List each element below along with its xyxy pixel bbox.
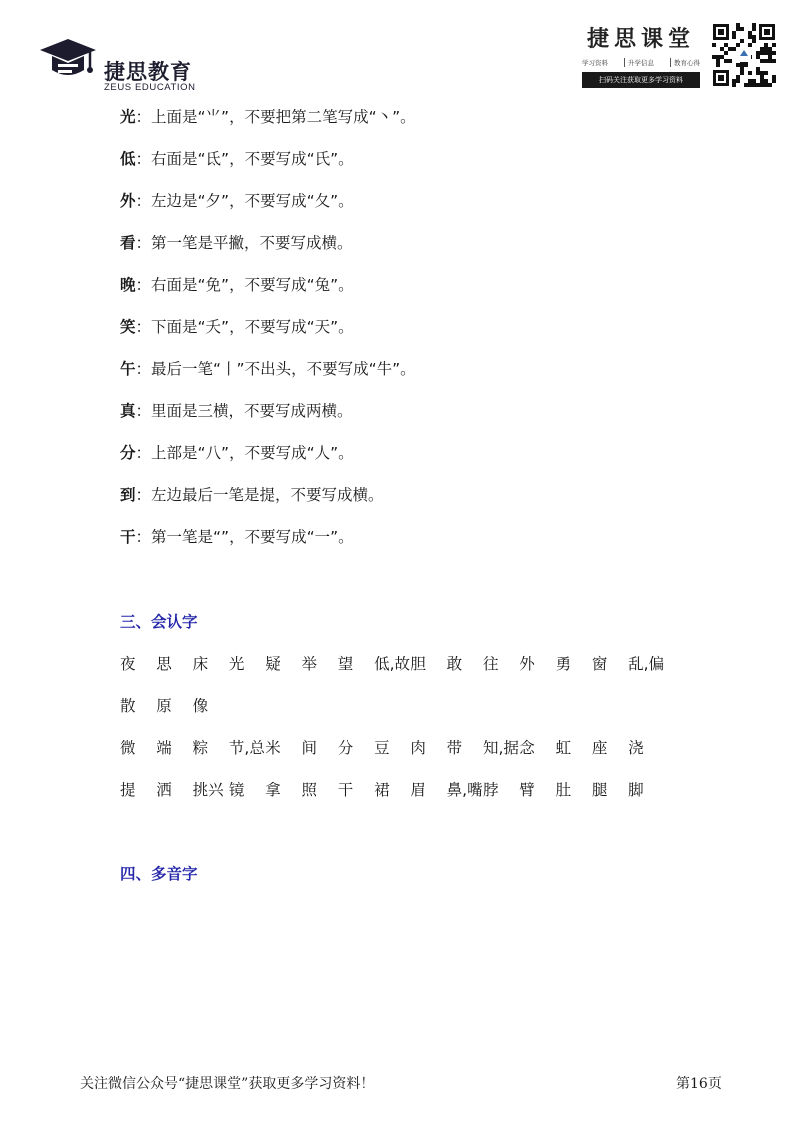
recognize-character: 提 xyxy=(120,781,136,799)
recognize-character: 乱,偏 xyxy=(628,655,665,673)
list-item xyxy=(120,432,740,474)
table-row xyxy=(120,642,720,684)
recognize-character: 敢 xyxy=(446,655,463,673)
recognize-character: 窗 xyxy=(591,655,608,673)
recognize-character: 分 xyxy=(337,739,354,757)
entry-character: 真 xyxy=(120,402,136,420)
recognize-character: 端 xyxy=(156,739,172,757)
stroke-rule-list xyxy=(120,96,740,558)
list-item xyxy=(120,516,740,558)
entry-rule: ：上面是“⺌”，不要把第二笔写成“丶”。 xyxy=(135,108,416,126)
table-row xyxy=(120,768,720,810)
recognize-character: 外 xyxy=(519,655,535,673)
recognize-character: 拿 xyxy=(265,781,281,799)
recognize-character: 低,故 xyxy=(374,655,411,673)
recognize-character: 座 xyxy=(591,739,608,757)
entry-rule: ：第一笔是“”，不要写成“一”。 xyxy=(135,528,354,546)
list-item xyxy=(120,306,740,348)
entry-character: 分 xyxy=(120,444,136,462)
recognize-character: 散 xyxy=(120,697,136,715)
recognize-character: 念 xyxy=(519,739,535,757)
list-item xyxy=(120,138,740,180)
recognize-character: 疑 xyxy=(265,655,281,673)
recognize-character: 虹 xyxy=(555,739,572,757)
list-item xyxy=(120,348,740,390)
page-number: 第16页 xyxy=(676,1076,722,1092)
recognize-character: 肉 xyxy=(410,739,426,757)
list-item xyxy=(120,264,740,306)
recognize-character: 洒 xyxy=(156,781,172,799)
list-item xyxy=(120,96,740,138)
recognize-character: 腿 xyxy=(591,781,608,799)
recognize-character: 肚 xyxy=(555,781,572,799)
recognize-character: 间 xyxy=(301,739,317,757)
recognize-character: 带 xyxy=(446,739,463,757)
entry-rule: ：上部是“八”，不要写成“人”。 xyxy=(135,444,354,462)
brand-tag: 升学信息 xyxy=(624,58,654,67)
recognize-character: 干 xyxy=(337,781,354,799)
recognize-character: 脚 xyxy=(628,781,644,799)
recognize-character-grid xyxy=(120,642,720,810)
entry-rule: ：最后一笔“丨”不出头，不要写成“牛”。 xyxy=(135,360,416,378)
brand-title: 捷思课堂 xyxy=(586,26,695,52)
footer-note: 关注微信公众号“捷思课堂”获取更多学习资料！ xyxy=(80,1076,375,1092)
list-item xyxy=(120,474,740,516)
entry-rule: ：右面是“氐”，不要写成“氏”。 xyxy=(135,150,354,168)
recognize-character: 眉 xyxy=(410,781,426,799)
recognize-character: 微 xyxy=(120,739,136,757)
recognize-character: 像 xyxy=(192,697,209,715)
table-row xyxy=(120,684,720,726)
brand-tag: 教育心得 xyxy=(670,58,700,67)
list-item xyxy=(120,222,740,264)
recognize-character: 往 xyxy=(482,655,499,673)
recognize-character: 夜 xyxy=(120,655,136,673)
entry-rule: ：右面是“免”，不要写成“兔”。 xyxy=(135,276,354,294)
recognize-character: 节,总 xyxy=(228,739,265,757)
entry-character: 晚 xyxy=(120,276,136,294)
recognize-character: 米 xyxy=(265,739,281,757)
entry-character: 看 xyxy=(120,234,136,252)
entry-character: 干 xyxy=(120,528,136,546)
recognize-character: 原 xyxy=(156,697,172,715)
entry-character: 光 xyxy=(120,108,136,126)
recognize-character: 勇 xyxy=(555,655,572,673)
logo-chinese-name: 捷思教育 xyxy=(104,60,192,84)
recognize-character: 挑兴 xyxy=(192,781,224,799)
brand-scan-bar: 扫码关注获取更多学习资料 xyxy=(582,72,700,88)
entry-rule: ：下面是“夭”，不要写成“天”。 xyxy=(135,318,354,336)
recognize-character: 浇 xyxy=(628,739,644,757)
recognize-character: 床 xyxy=(192,655,209,673)
recognize-character: 知,据 xyxy=(482,739,519,757)
recognize-character: 脖 xyxy=(482,781,499,799)
entry-rule: ：里面是三横，不要写成两横。 xyxy=(135,402,353,420)
recognize-character: 望 xyxy=(337,655,354,673)
entry-character: 到 xyxy=(120,486,136,504)
entry-rule: ：第一笔是平撇，不要写成横。 xyxy=(135,234,353,252)
recognize-character: 思 xyxy=(156,655,172,673)
entry-rule: ：左边最后一笔是提，不要写成横。 xyxy=(135,486,384,504)
table-row xyxy=(120,726,720,768)
list-item xyxy=(120,390,740,432)
entry-character: 午 xyxy=(120,360,136,378)
recognize-character: 粽 xyxy=(192,739,209,757)
recognize-character: 鼻,嘴 xyxy=(446,781,483,799)
section-heading-polyphonic: 四、多音字 xyxy=(120,865,198,883)
brand-tag: 学习资料 xyxy=(582,59,608,67)
recognize-character: 照 xyxy=(301,781,317,799)
entry-character: 外 xyxy=(120,192,136,210)
graduation-cap-logo-icon xyxy=(38,36,102,88)
entry-character: 低 xyxy=(120,150,136,168)
recognize-character: 举 xyxy=(301,655,317,673)
zeus-education-logo xyxy=(38,36,208,96)
brand-tags xyxy=(582,58,700,67)
recognize-character: 豆 xyxy=(374,739,390,757)
qr-code-icon xyxy=(712,23,776,87)
recognize-character: 镜 xyxy=(228,781,245,799)
recognize-character: 胆 xyxy=(410,655,426,673)
list-item xyxy=(120,180,740,222)
recognize-character: 裙 xyxy=(374,781,390,799)
section-heading-recognize: 三、会认字 xyxy=(120,613,198,631)
entry-character: 笑 xyxy=(120,318,136,336)
entry-rule: ：左边是“夕”，不要写成“夂”。 xyxy=(135,192,354,210)
brand-block xyxy=(582,22,700,88)
recognize-character: 臂 xyxy=(519,781,535,799)
logo-english-name: ZEUS EDUCATION xyxy=(104,82,196,93)
recognize-character: 光 xyxy=(228,655,245,673)
